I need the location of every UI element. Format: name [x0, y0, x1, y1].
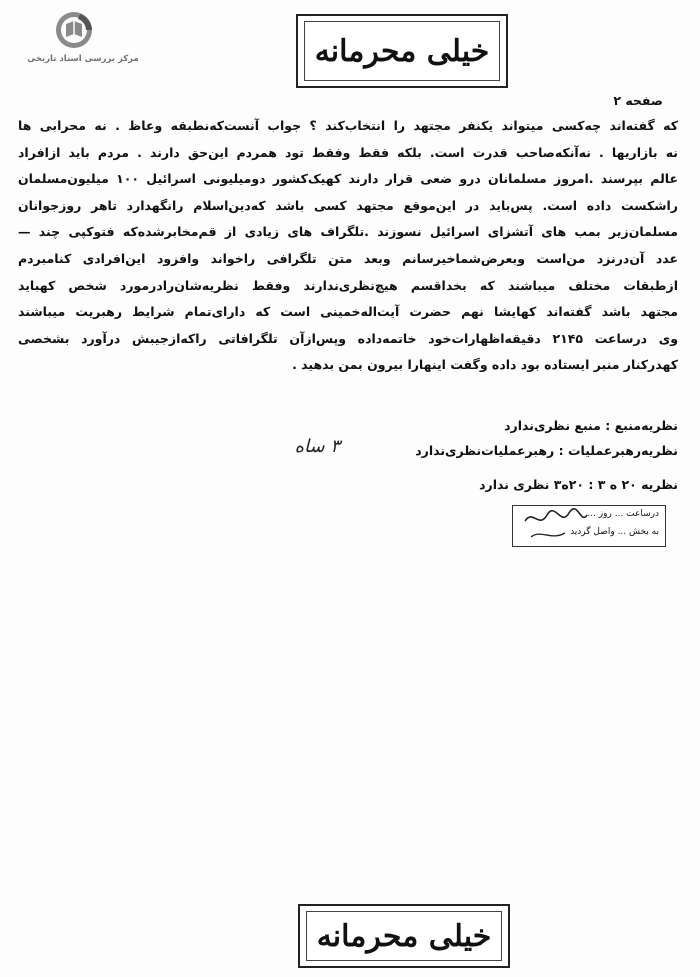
handwritten-scrawl-icon: [521, 507, 591, 545]
body-line: ازطبقات مختلف میباشند که بخداقسم هیچ‌نظری‌ندارند وفقط نظریه‌شان‌رادرمورد شخص کهباید: [18, 277, 678, 293]
handwritten-initials: ۳ ساه: [294, 436, 340, 457]
body-line: که گفته‌اند چه‌کسی میتواند یکنفر مجتهد را انتخاب‌کند ؟ جواب آنست‌که‌نطبقه وعاظ . نه محرابی ها: [18, 118, 678, 133]
stamp-text: خیلی محرمانه: [316, 918, 492, 954]
body-line: نه بازاریها . نه‌آنکه‌صاحب قدرت است. بلکه فقط وفقط تود همردم این‌حق دارند . مردم باید ازافراد: [18, 144, 678, 160]
page-number: صفحه ۲: [613, 93, 663, 108]
operations-leader-opinion: نظریه‌رهبرعملیات : رهبرعملیات‌نظری‌ندارد: [415, 443, 678, 458]
archive-logo: [8, 10, 158, 72]
body-line: راشکست داده است. پس‌باید در این‌موقع مجتهد کسی باشد که‌دین‌اسلام رانگهدارد تاهر روزجوانان: [18, 197, 678, 213]
source-opinion: نظریه‌منبع : منبع نظری‌ندارد: [504, 418, 678, 433]
third-opinion: نظریه ۲۰ ه ۳ : ۲۰ه۳ نظری ندارد: [479, 477, 678, 492]
receipt-line-2: به بخش ... واصل گردید: [570, 527, 659, 537]
body-line: مجتهد باشد گفته‌اند کهایشا نهم حضرت آیت‌اله‌خمینی است که دارای‌تمام شرایط رهبریت میباشند: [18, 304, 678, 320]
stamp-text: خیلی محرمانه: [314, 33, 490, 69]
receipt-stamp: [512, 505, 666, 547]
body-line: عالم بپرسند .امروز مسلمانان درو ضعی قرار دارند کهیک‌کشور دومیلیونی اسرائیل ۱۰۰ میلیون‌مسلمان: [18, 171, 678, 187]
top-secret-stamp-top: [296, 14, 508, 88]
archive-logo-text: مرکز بررسی اسناد تاریخی: [27, 54, 139, 64]
document-body: [18, 113, 678, 379]
archive-center-emblem-icon: [54, 10, 94, 50]
body-line: کهدرکنار منبر ایستاده بود داده وگفت اینهارا بیرون بمن بدهید .: [292, 357, 678, 373]
receipt-line-1: درساعت ... روز ...: [587, 509, 659, 519]
body-line: مسلمان‌زیر بمب های آتشزای اسرائیل نسوزند .تلگراف های زیادی از قم‌مخابرشده‌که فتوکپی چند —: [18, 224, 678, 240]
body-line: عدد آن‌درنزد من‌است وبعرض‌شماخیرسانم وبعد متن تلگرافی راخواند وافزود این‌افرادی کنامبردم: [18, 250, 678, 266]
body-line: وی درساعت ۲۱۴۵ دقیقه‌اظهارات‌خود خاتمه‌داده وپس‌ازآن تلگرافاتی راکه‌ازجیبش درآورد بشخصی: [18, 330, 678, 346]
top-secret-stamp-bottom: [298, 904, 510, 968]
